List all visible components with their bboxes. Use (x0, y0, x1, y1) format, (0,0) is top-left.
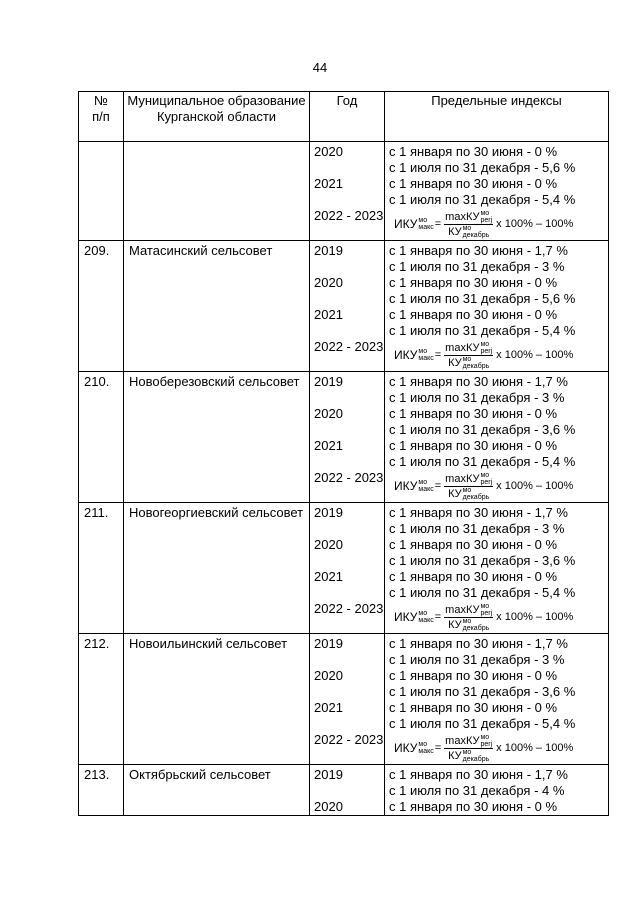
formula-num-sub: perj (480, 740, 493, 748)
year-value: 2021 (314, 700, 343, 715)
year-value: 2020 (314, 799, 343, 814)
index-line: с 1 января по 30 июня - 1,7 % (389, 636, 568, 651)
limit-index-formula (389, 339, 608, 371)
formula-lhs-sub: макс (418, 617, 434, 625)
indices-table (78, 91, 609, 816)
formula-den-indices (463, 749, 490, 763)
formula-num-symbol: maxКУ (445, 472, 480, 485)
formula-den-sup: мо (462, 486, 472, 494)
index-line: с 1 июля по 31 декабря - 3 % (389, 259, 565, 274)
table-row (79, 634, 609, 765)
formula-lhs-symbol: ИКУ (394, 740, 418, 755)
index-line: с 1 июля по 31 декабря - 4 % (389, 783, 565, 798)
index-line: с 1 января по 30 июня - 0 % (389, 176, 558, 191)
header-number-line: п/п (92, 109, 110, 124)
year-spacer (314, 291, 384, 307)
year-spacer (314, 553, 384, 569)
formula-lhs-indices (418, 348, 433, 362)
formula-num-indices (480, 603, 492, 617)
formula-denominator (448, 225, 489, 239)
formula-lhs-indices (418, 610, 433, 624)
year-value: 2021 (314, 569, 343, 584)
formula-numerator (444, 341, 493, 356)
formula-equals: = (434, 742, 442, 754)
index-cell (385, 372, 609, 503)
formula-den-indices (463, 487, 490, 501)
formula-num-indices (480, 734, 492, 748)
municipality-name (124, 142, 310, 241)
formula-denominator (448, 749, 489, 763)
year-value: 2019 (314, 374, 343, 389)
index-line: с 1 июля по 31 декабря - 3,6 % (389, 553, 576, 568)
formula-num-sup: мо (480, 733, 490, 741)
formula-num-symbol: maxКУ (445, 341, 480, 354)
formula-fraction (444, 734, 493, 763)
formula-den-symbol: КУ (448, 225, 462, 238)
formula-fraction (444, 341, 493, 370)
formula-den-sub: декабрь (462, 493, 490, 501)
formula-lhs-indices (418, 217, 433, 231)
index-line: с 1 января по 30 июня - 0 % (389, 438, 558, 453)
index-line: с 1 июля по 31 декабря - 5,4 % (389, 454, 576, 469)
formula-num-symbol: maxКУ (445, 734, 480, 747)
header-number (79, 92, 124, 142)
formula-fraction (444, 603, 493, 632)
header-indices: Предельные индексы (385, 92, 609, 142)
formula-num-indices (480, 472, 492, 486)
year-spacer (314, 652, 384, 668)
formula-den-symbol: КУ (448, 749, 462, 762)
municipality-name: Новогеоргиевский сельсовет (124, 503, 310, 634)
year-range: 2022 - 2023 (314, 208, 384, 223)
formula-den-sup: мо (462, 617, 472, 625)
year-value: 2019 (314, 505, 343, 520)
formula-denominator (448, 356, 489, 370)
formula-den-indices (463, 356, 490, 370)
formula-num-sup: мо (480, 209, 490, 217)
formula-denominator (448, 618, 489, 632)
index-line: с 1 января по 30 июня - 0 % (389, 144, 558, 159)
year-cell (310, 241, 385, 372)
year-spacer (314, 192, 384, 208)
year-value: 2019 (314, 636, 343, 651)
formula-lhs-sub: макс (418, 748, 434, 756)
formula-num-indices (480, 210, 492, 224)
formula-num-sub: perj (480, 347, 493, 355)
formula-fraction (444, 210, 493, 239)
formula-lhs-symbol: ИКУ (394, 478, 418, 493)
year-value: 2019 (314, 243, 343, 258)
formula-den-sup: мо (462, 355, 472, 363)
index-cell (385, 765, 609, 816)
index-line: с 1 июля по 31 декабря - 3,6 % (389, 422, 576, 437)
formula-multiplier: x 100% – 100% (496, 480, 574, 492)
index-line: с 1 января по 30 июня - 1,7 % (389, 505, 568, 520)
index-line: с 1 июля по 31 декабря - 5,6 % (389, 160, 576, 175)
formula-numerator (444, 210, 493, 225)
year-value: 2020 (314, 668, 343, 683)
limit-index-formula (389, 470, 608, 502)
year-value: 2021 (314, 176, 343, 191)
formula-den-indices (463, 618, 490, 632)
year-cell (310, 765, 385, 816)
formula-lhs (394, 741, 434, 756)
formula-den-sub: декабрь (462, 624, 490, 632)
formula-lhs-symbol: ИКУ (394, 216, 418, 231)
index-line: с 1 июля по 31 декабря - 3,6 % (389, 684, 576, 699)
index-line: с 1 января по 30 июня - 0 % (389, 275, 558, 290)
table-body (79, 142, 609, 816)
year-range: 2022 - 2023 (314, 339, 384, 354)
formula-equals: = (434, 611, 442, 623)
index-line: с 1 июля по 31 декабря - 5,4 % (389, 192, 576, 207)
table-row (79, 142, 609, 241)
year-spacer (314, 454, 384, 470)
year-spacer (314, 422, 384, 438)
year-range: 2022 - 2023 (314, 732, 384, 747)
formula-den-sub: декабрь (462, 231, 490, 239)
municipality-name: Матасинский сельсовет (124, 241, 310, 372)
formula-lhs-sup: мо (418, 217, 428, 225)
year-range: 2022 - 2023 (314, 601, 384, 616)
year-cell (310, 503, 385, 634)
formula-den-indices (463, 225, 490, 239)
municipality-name: Новоильинский сельсовет (124, 634, 310, 765)
formula-lhs-indices (418, 741, 433, 755)
index-line: с 1 января по 30 июня - 0 % (389, 307, 558, 322)
index-cell (385, 634, 609, 765)
formula-equals: = (434, 480, 442, 492)
formula-lhs-symbol: ИКУ (394, 609, 418, 624)
index-line: с 1 июля по 31 декабря - 3 % (389, 652, 565, 667)
formula-num-sup: мо (480, 471, 490, 479)
index-line: с 1 января по 30 июня - 1,7 % (389, 374, 568, 389)
municipality-name: Октябрьский сельсовет (124, 765, 310, 816)
formula-num-sub: perj (480, 478, 493, 486)
index-line: с 1 июля по 31 декабря - 3 % (389, 390, 565, 405)
index-line: с 1 июля по 31 декабря - 3 % (389, 521, 565, 536)
formula-num-indices (480, 341, 492, 355)
year-spacer (314, 521, 384, 537)
formula-lhs-indices (418, 479, 433, 493)
row-number: 212. (79, 634, 124, 765)
formula-multiplier: x 100% – 100% (496, 611, 574, 623)
header-municipality: Муниципальное образование Курганской области (124, 92, 310, 142)
index-line: с 1 января по 30 июня - 0 % (389, 569, 558, 584)
formula-num-symbol: maxКУ (445, 603, 480, 616)
year-cell (310, 372, 385, 503)
year-cell (310, 634, 385, 765)
index-line: с 1 января по 30 июня - 0 % (389, 406, 558, 421)
header-number-text (79, 93, 123, 125)
formula-den-symbol: КУ (448, 487, 462, 500)
formula-num-sup: мо (480, 340, 490, 348)
formula-den-symbol: КУ (448, 618, 462, 631)
index-line: с 1 января по 30 июня - 0 % (389, 799, 558, 814)
index-line: с 1 июля по 31 декабря - 5,6 % (389, 291, 576, 306)
year-value: 2021 (314, 307, 343, 322)
index-line: с 1 июля по 31 декабря - 5,4 % (389, 716, 576, 731)
formula-num-symbol: maxКУ (445, 210, 480, 223)
table-row (79, 765, 609, 816)
year-value: 2021 (314, 438, 343, 453)
year-value: 2020 (314, 406, 343, 421)
index-line: с 1 июля по 31 декабря - 5,4 % (389, 323, 576, 338)
year-value: 2019 (314, 767, 343, 782)
table-header (79, 92, 609, 142)
formula-denominator (448, 487, 489, 501)
formula-lhs (394, 217, 434, 232)
year-spacer (314, 259, 384, 275)
index-line: с 1 июля по 31 декабря - 5,4 % (389, 585, 576, 600)
formula-lhs-symbol: ИКУ (394, 347, 418, 362)
year-spacer (314, 585, 384, 601)
year-spacer (314, 716, 384, 732)
year-spacer (314, 323, 384, 339)
formula-den-sup: мо (462, 748, 472, 756)
year-spacer (314, 160, 384, 176)
year-spacer (314, 390, 384, 406)
header-year: Год (310, 92, 385, 142)
year-range: 2022 - 2023 (314, 470, 384, 485)
index-line: с 1 января по 30 июня - 0 % (389, 537, 558, 552)
formula-numerator (444, 472, 493, 487)
formula-num-sup: мо (480, 602, 490, 610)
year-spacer (314, 684, 384, 700)
formula-den-sub: декабрь (462, 362, 490, 370)
formula-lhs-sup: мо (418, 479, 428, 487)
formula-lhs-sub: макс (418, 224, 434, 232)
index-cell (385, 142, 609, 241)
year-value: 2020 (314, 537, 343, 552)
limit-index-formula (389, 208, 608, 240)
formula-den-symbol: КУ (448, 356, 462, 369)
formula-equals: = (434, 349, 442, 361)
row-number: 213. (79, 765, 124, 816)
row-number (79, 142, 124, 241)
index-line: с 1 января по 30 июня - 0 % (389, 700, 558, 715)
index-line: с 1 января по 30 июня - 0 % (389, 668, 558, 683)
index-line: с 1 января по 30 июня - 1,7 % (389, 767, 568, 782)
row-number: 210. (79, 372, 124, 503)
formula-lhs-sub: макс (418, 355, 434, 363)
formula-lhs (394, 610, 434, 625)
municipality-name: Новоберезовский сельсовет (124, 372, 310, 503)
row-number: 211. (79, 503, 124, 634)
formula-multiplier: x 100% – 100% (496, 742, 574, 754)
formula-num-sub: perj (480, 609, 493, 617)
index-cell (385, 503, 609, 634)
year-value: 2020 (314, 275, 343, 290)
table-row (79, 503, 609, 634)
formula-numerator (444, 603, 493, 618)
formula-fraction (444, 472, 493, 501)
table-row (79, 241, 609, 372)
index-cell (385, 241, 609, 372)
formula-den-sup: мо (462, 224, 472, 232)
formula-den-sub: декабрь (462, 755, 490, 763)
formula-lhs-sup: мо (418, 741, 428, 749)
limit-index-formula (389, 732, 608, 764)
formula-equals: = (434, 218, 442, 230)
formula-num-sub: perj (480, 216, 493, 224)
formula-lhs-sub: макс (418, 486, 434, 494)
formula-multiplier: x 100% – 100% (496, 349, 574, 361)
year-spacer (314, 783, 384, 799)
row-number: 209. (79, 241, 124, 372)
limit-index-formula (389, 601, 608, 633)
header-number-line: № (94, 93, 108, 108)
formula-numerator (444, 734, 493, 749)
formula-multiplier: x 100% – 100% (496, 218, 574, 230)
table-row (79, 372, 609, 503)
year-cell (310, 142, 385, 241)
index-line: с 1 января по 30 июня - 1,7 % (389, 243, 568, 258)
formula-lhs-sup: мо (418, 348, 428, 356)
year-value: 2020 (314, 144, 343, 159)
formula-lhs (394, 479, 434, 494)
page-number: 44 (312, 60, 328, 75)
formula-lhs (394, 348, 434, 363)
formula-lhs-sup: мо (418, 610, 428, 618)
